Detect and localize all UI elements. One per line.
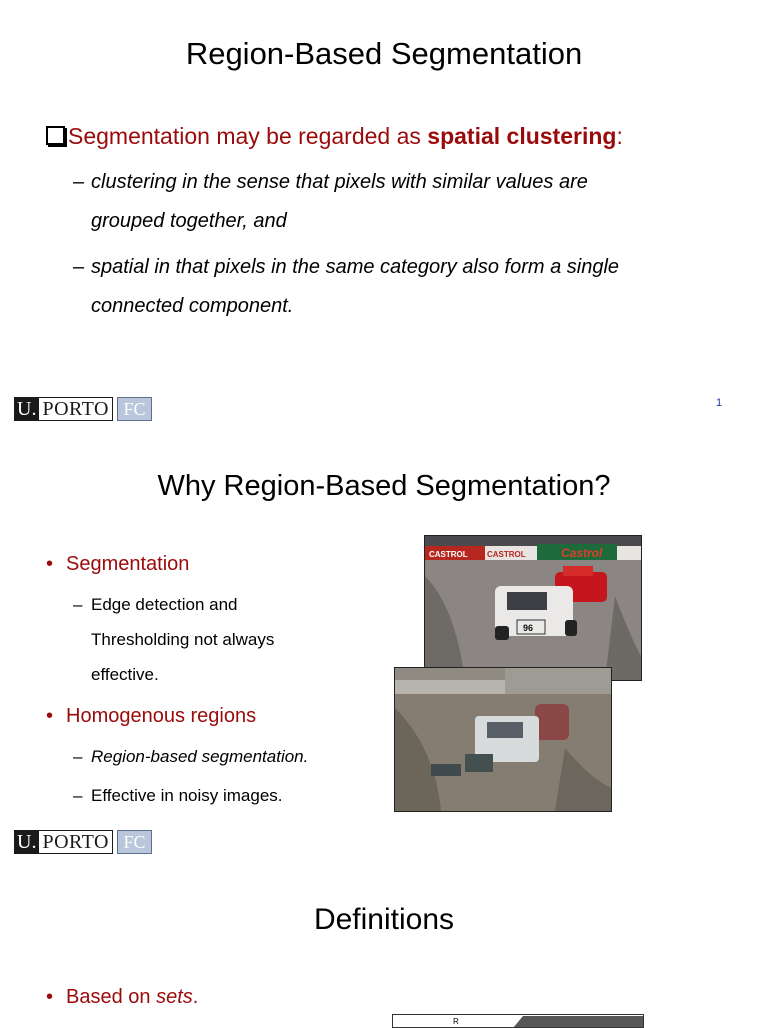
logo-porto: PORTO bbox=[39, 830, 113, 854]
definitions-figure bbox=[392, 1014, 644, 1028]
slide2-bullet-segmentation bbox=[46, 553, 190, 576]
slide2-title: Why Region-Based Segmentation? bbox=[157, 470, 611, 502]
dash-glyph: – bbox=[73, 256, 85, 278]
subitem-line: Edge detection and bbox=[91, 595, 238, 614]
photo-sign-text: CASTROL bbox=[487, 550, 526, 559]
slide3-bullet-sets bbox=[46, 986, 199, 1009]
dash-glyph: – bbox=[73, 747, 83, 766]
slide1-title: Region-Based Segmentation bbox=[185, 36, 583, 71]
slide2-sublist-2 bbox=[73, 739, 309, 813]
bullet-italic: sets bbox=[156, 986, 193, 1008]
car-number: 96 bbox=[523, 623, 534, 633]
slide2-sublist-1 bbox=[73, 587, 275, 692]
bullet-text: Segmentation may be regarded as bbox=[68, 123, 428, 149]
checkbox-bullet-icon bbox=[46, 126, 65, 145]
logo-u: U. bbox=[14, 397, 39, 421]
race-car-photo bbox=[424, 535, 642, 681]
bullet-emphasis: spatial clustering bbox=[427, 123, 617, 149]
photo-sign-text: CASTROL bbox=[429, 550, 468, 559]
subitem-line: effective. bbox=[91, 665, 159, 684]
logo-porto: PORTO bbox=[39, 397, 113, 421]
bullet-colon: : bbox=[616, 123, 623, 149]
subitem-text: Region-based segmentation. bbox=[91, 747, 309, 766]
subitem-line: spatial in that pixels in the same category also form a single bbox=[91, 256, 620, 278]
segmented-image-drawing bbox=[395, 668, 611, 811]
subitem-line: grouped together, and bbox=[91, 210, 287, 232]
subitem-text: Effective in noisy images. bbox=[91, 786, 283, 805]
bullet-dot-icon: • bbox=[46, 986, 54, 1008]
bullet-dot-icon: • bbox=[46, 553, 54, 575]
page-number: 1 bbox=[716, 397, 723, 409]
definitions-figure-drawing bbox=[393, 1016, 643, 1028]
slide2-bullet-homogenous bbox=[46, 705, 257, 728]
uporto-logo bbox=[14, 397, 152, 421]
photo-sign-text: Castrol bbox=[561, 546, 603, 560]
subitem bbox=[73, 778, 308, 813]
slide3-title: Definitions bbox=[313, 903, 455, 936]
dash-glyph: – bbox=[73, 595, 83, 614]
slide1-subitem-1 bbox=[73, 163, 588, 241]
bullet-label: Segmentation bbox=[66, 553, 190, 575]
figure-label: R bbox=[453, 1017, 459, 1026]
dash-glyph: – bbox=[73, 171, 85, 193]
bullet-dot-icon: • bbox=[46, 705, 54, 727]
dash-glyph: – bbox=[73, 786, 83, 805]
race-car-photo-drawing bbox=[425, 536, 641, 680]
subitem-line: connected component. bbox=[91, 295, 294, 317]
logo-u: U. bbox=[14, 830, 39, 854]
subitem-line: Thresholding not always bbox=[91, 630, 275, 649]
subitem-line: clustering in the sense that pixels with similar values are bbox=[91, 171, 588, 193]
bullet-prefix: Based on bbox=[66, 986, 157, 1008]
slide1-subitem-2 bbox=[73, 248, 620, 326]
logo-fc: FC bbox=[117, 830, 152, 854]
segmented-result-image bbox=[394, 667, 612, 812]
logo-fc: FC bbox=[117, 397, 152, 421]
bullet-suffix: . bbox=[192, 986, 199, 1008]
bullet-label: Homogenous regions bbox=[66, 705, 257, 727]
uporto-logo bbox=[14, 830, 152, 854]
slide1-main-bullet bbox=[46, 120, 623, 152]
subitem bbox=[73, 739, 309, 774]
